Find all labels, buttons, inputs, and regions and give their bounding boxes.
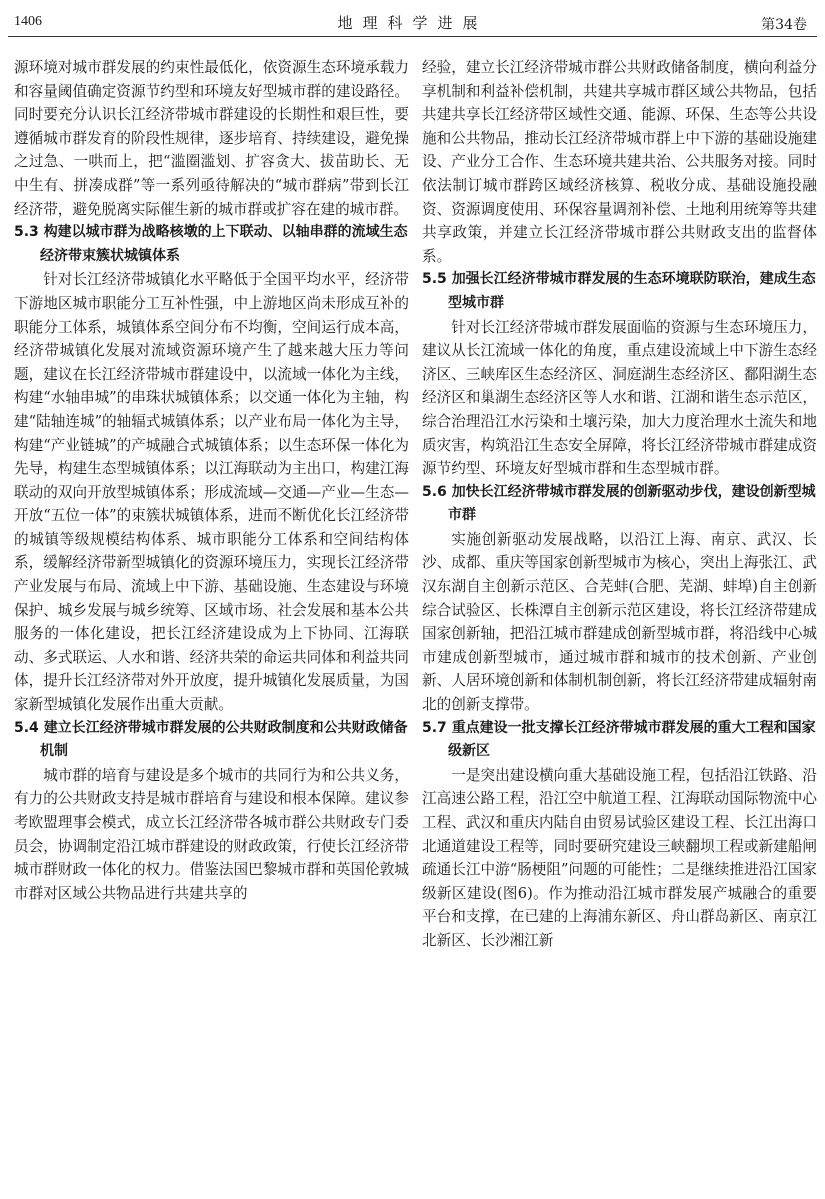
paragraph: 针对长江经济带城市群发展面临的资源与生态环境压力，建议从长江流域一体化的角度，重点建设流域上中下游生态经济区、三峡库区生态经济区、洞庭湖生态经济区、鄱阳湖生态经济区和巢湖生态经济区等人水和谐、江湖和谐生态示范区，综合治理沿江水污染和土壤污染，加大力度治理水土流失和地质灾害，构筑沿江生态安全屏障，将长江经济带城市群建成资源节约型、环境友好型城市群和生态型城市群。 [422,318,817,478]
paragraph: 一是突出建设横向重大基础设施工程，包括沿江铁路、沿江高速公路工程，沿江空中航道工程、江海联动国际物流中心工程、武汉和重庆内陆自由贸易试验区建设工程、长江出海口北通道建设工程等，同时要研究建设三峡翻坝工程或新建船闸疏通长江中游“肠梗阻”问题的可能性；二是继续推进沿江国家级新区建设(图6)。作为推动沿江城市群发展产城融合的重要平台和支撑，在已建的上海浦东新区、舟山群岛新区、南京江北新区、长沙湘江新 [422,766,817,949]
section-heading-5-6 [422,481,817,528]
section-heading-5-7 [422,717,817,764]
paragraph: 源环境对城市群发展的约束性最低化，依资源生态环境承载力和容量阈值确定资源节约型和环境友好型城市群的建设路径。同时要充分认识长江经济带城市群建设的长期性和艰巨性，要遵循城市群发育的阶段性规律，逐步培育、持续建设，避免操之过急、一哄而上，把“滥圈滥划、扩容贪大、拔苗助长、无中生有、拼凑成群”等一系列亟待解决的“城市群病”带到长江经济带，避免脱离实际催生新的城市群或扩容在建的城市群。 [14,59,409,218]
section-title: 建立长江经济带城市群发展的公共财政制度和公共财政储备机制 [40,719,408,760]
section-number: 5.5 [422,271,447,288]
volume-label: 第34卷 [761,17,807,33]
paragraph: 城市群的培育与建设是多个城市的共同行为和公共义务，有力的公共财政支持是城市群培育与建设和根本保障。建议参考欧盟理事会模式，成立长江经济带各城市群公共财政专门委员会，协调制定沿江城市群建设的财政政策，行使长江经济带城市群财政一体化的权力。借鉴法国巴黎城市群和英国伦敦城市群对区域公共物品进行共建共享的 [14,766,409,902]
section-number: 5.6 [422,483,447,500]
right-column [422,56,817,953]
section-number: 5.3 [14,224,39,241]
paragraph: 针对长江经济带城镇化水平略低于全国平均水平，经济带下游地区城市职能分工互补性强，中上游地区尚未形成互补的职能分工体系，城镇体系空间分布不均衡，空间运行成本高，经济带城镇化发展对流域资源环境产生了越来越大压力等问题，建议在长江经济带城市群建设中，以流域一体化为主线，构建“水轴串城”的串珠状城镇体系；以交通一体化为主轴，构建“陆轴连城”的轴辐式城镇体系；以产业布局一体化为主导，构建“产业链城”的产城融合式城镇体系；以生态环保一体化为先导，构建生态型城镇体系；以江海联动为主出口，构建江海联动的双向开放型城镇体系；形成流域—交通—产业—生态—开放“五位一体”的束簇状城镇体系，进而不断优化长江经济带的城镇等级规模结构体系、城市职能分工体系和空间结构体系，缓解经济带新型城镇化的资源环境压力，实现长江经济带产业发展与布局、流域上中下游、基础设施、生态建设与环境保护、城乡发展与城乡统筹、区域市场、社会发展和基本公共服务的一体化建设，把长江经济建设成为上下协同、江海联动、多式联运、人水和谐、经济共荣的命运共同体和利益共同体，提升长江经济带对外开放度，提升城镇化发展质量，为国家新型城镇化发展作出重大贡献。 [14,271,409,714]
section-heading-5-4 [14,717,409,764]
paragraph: 实施创新驱动发展战略，以沿江上海、南京、武汉、长沙、成都、重庆等国家创新型城市为核心，突出上海张江、武汉东湖自主创新示范区、合芜蚌(合肥、芜湖、蚌埠)自主创新综合试验区、长株潭自主创新示范区建设，将长江经济带建成国家创新轴，把沿江城市群建成创新型城市群，将沿线中心城市建成创新型城市，通过城市群和城市的技术创新、产业创新、人居环境创新和体制机制创新，将长江经济带建成辐射南北的创新支撑带。 [422,530,817,714]
section-heading-5-5 [422,268,817,315]
paragraph: 经验，建立长江经济带城市群公共财政储备制度，横向利益分享机制和利益补偿机制，共建共享城市群区域公共物品，包括共建共享长江经济带区域性交通、能源、环保、生态等公共设施和公共物品，推动长江经济带城市群上中下游的基础设施建设、产业分工合作、生态环境共建共治、公共服务对接。同时依法制订城市群跨区域经济核算、税收分成、基础设施投融资、资源调度使用、环保容量调剂补偿、土地利用统筹等共建共享政策，并建立长江经济带城市群公共财政支出的监督体系。 [422,59,817,265]
section-heading-5-3 [14,221,409,268]
section-title: 构建以城市群为战略核墩的上下联动、以轴串群的流域生态经济带束簇状城镇体系 [40,224,408,264]
section-title: 加强长江经济带城市群发展的生态环境联防联治，建成生态型城市群 [448,271,816,311]
page-header [8,12,817,37]
section-number: 5.7 [422,719,447,736]
section-number: 5.4 [14,719,39,736]
section-title: 加快长江经济带城市群发展的创新驱动步伐，建设创新型城市群 [448,483,816,524]
left-column [14,56,409,905]
journal-title: 地理科学进展 [337,14,488,32]
section-title: 重点建设一批支撑长江经济带城市群发展的重大工程和国家级新区 [448,719,816,760]
page-number: 1406 [14,14,42,29]
